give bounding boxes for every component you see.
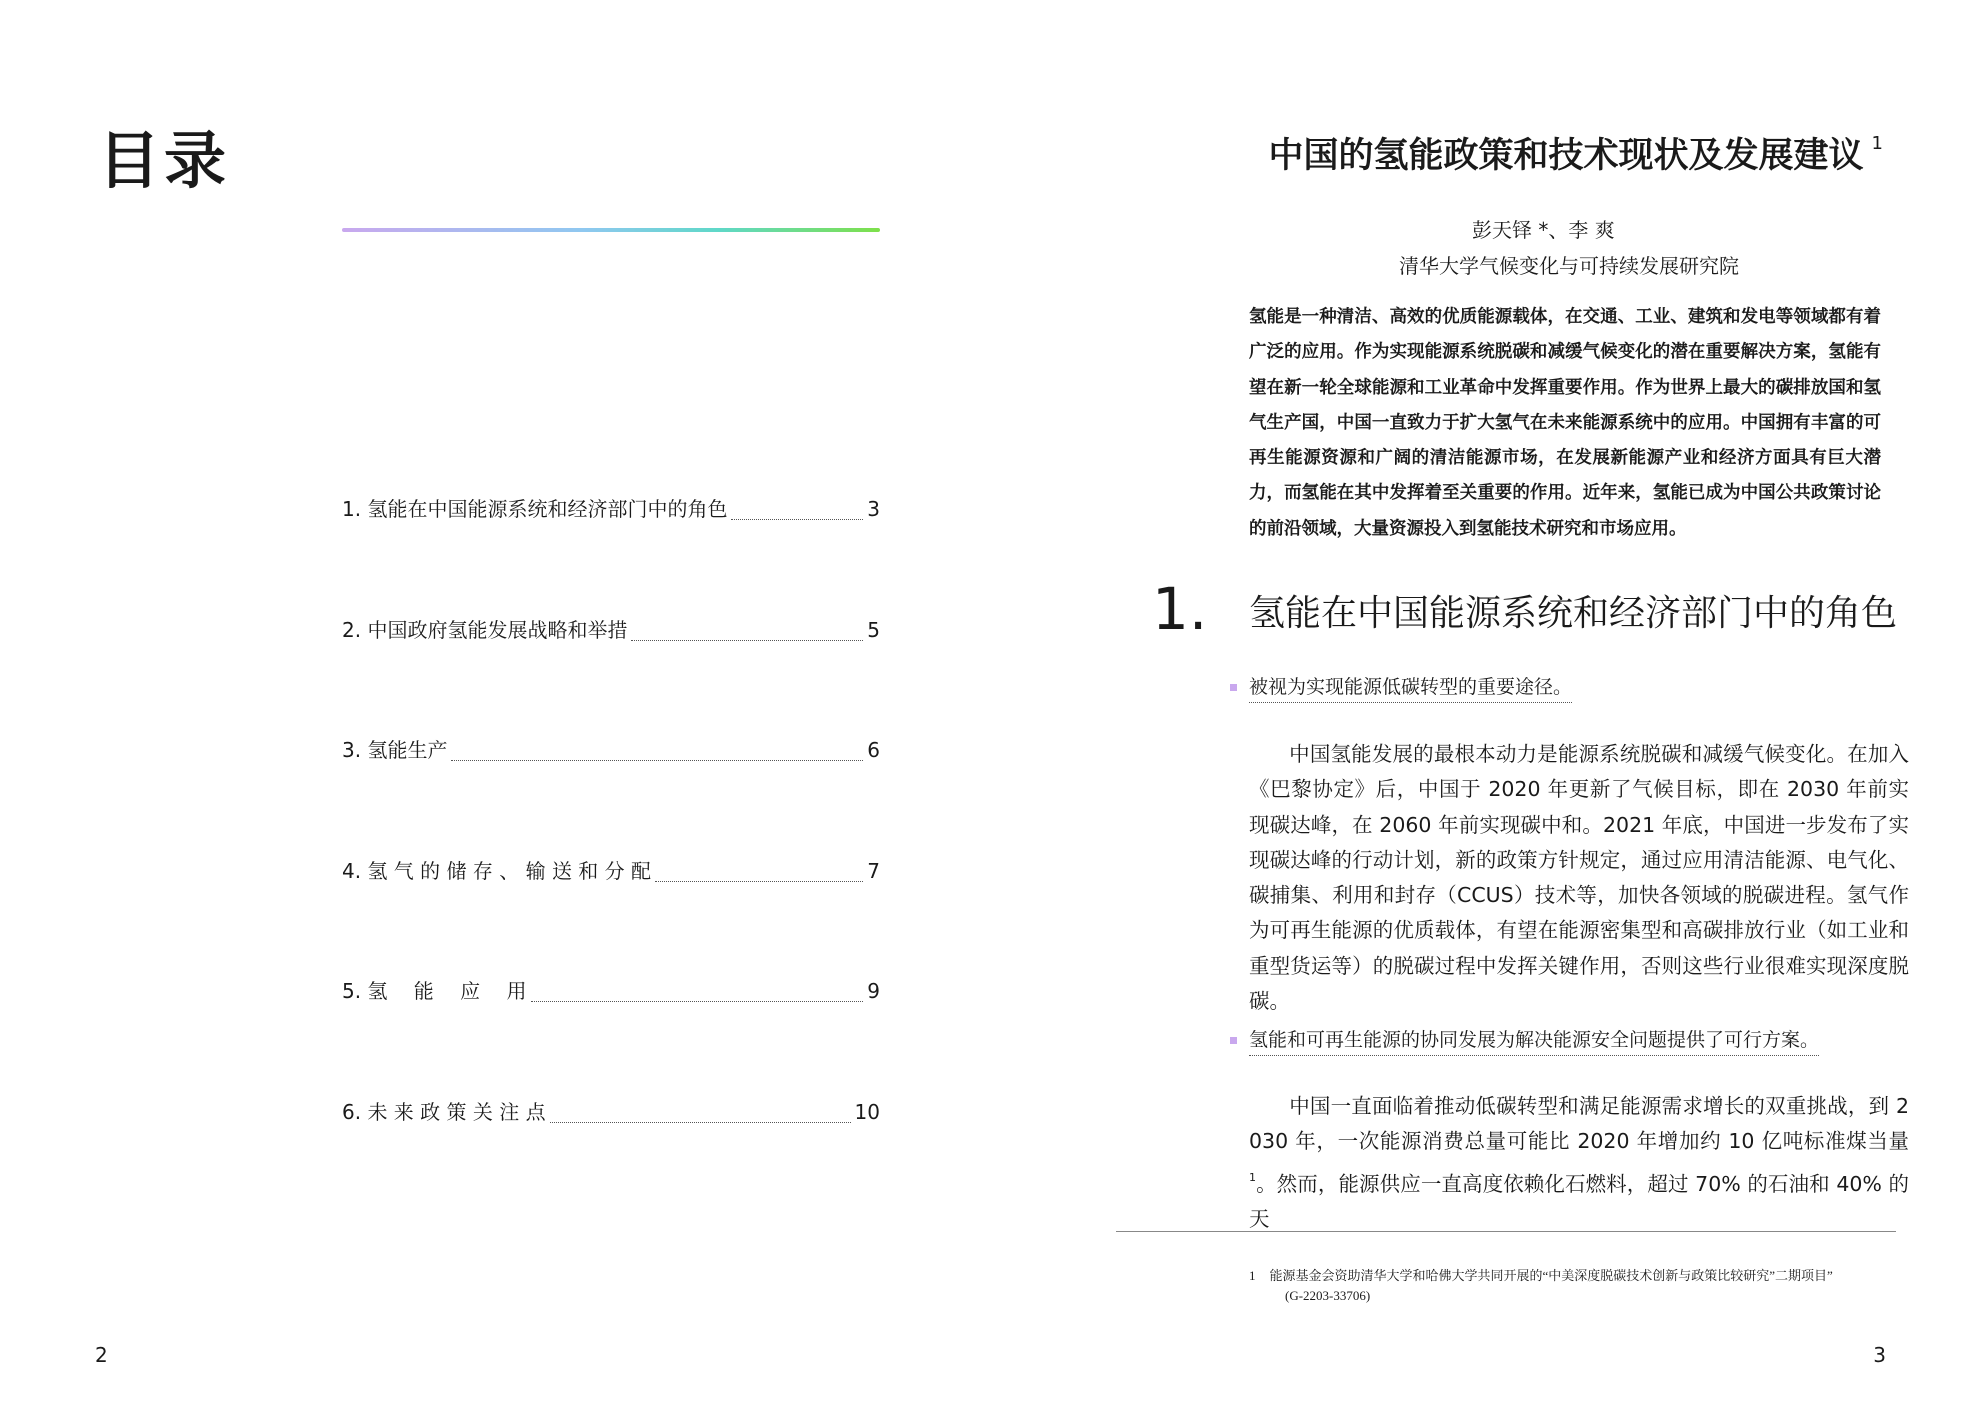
footnote-ref[interactable]: 1: [1249, 1170, 1256, 1184]
toc-leader-dots: [531, 1001, 864, 1002]
toc-entry-page: 3: [867, 497, 880, 521]
toc-entry-label: 6. 未 来 政 策 关 注 点: [342, 1099, 546, 1124]
affiliation: 清华大学气候变化与可持续发展研究院: [1399, 254, 1739, 278]
abstract: 氢能是一种清洁、高效的优质能源载体，在交通、工业、建筑和发电等领域都有着广泛的应用。作为实现能源系统脱碳和减缓气候变化的潜在重要解决方案，氢能有望在新一轮全球能源和工业革命中发挥重要作用。作为世界上最大的碳排放国和氢气生产国，中国一直致力于扩大氢气在未来能源系统中的应用。中国拥有丰富的可再生能源资源和广阔的清洁能源市场，在发展新能源产业和经济方面具有巨大潜力，而氢能在其中发挥着至关重要的作用。近年来，氢能已成为中国公共政策讨论的前沿领域，大量资源投入到氢能技术研究和市场应用。: [1249, 307, 1881, 539]
footnote-divider: [1116, 1231, 1896, 1232]
toc-entry-page: 9: [867, 979, 880, 1004]
body-paragraph: [1249, 737, 1909, 1019]
gradient-divider: [342, 228, 880, 232]
body-paragraph: [1249, 1089, 1909, 1237]
authors: 彭天铎 *、李 爽: [1472, 218, 1615, 242]
page-number: 3: [1873, 1343, 1886, 1367]
footnote: [1249, 1266, 1833, 1306]
toc-entry-page: 6: [867, 738, 880, 763]
toc-entry[interactable]: [342, 493, 880, 614]
footnote-mark: 1: [1249, 1268, 1256, 1283]
page-number: 2: [95, 1343, 108, 1367]
footnote-text-cont: (G-2203-33706): [1285, 1288, 1371, 1303]
toc-leader-dots: [451, 760, 863, 761]
toc-leader-dots: [731, 519, 863, 520]
body-paragraph-text: 中国氢能发展的最根本动力是能源系统脱碳和减缓气候变化。在加入《巴黎协定》后，中国于 2020 年更新了气候目标，即在 2030 年前实现碳达峰，在 2060 年前实现碳中和。2021 年底，中国进一步发布了实现碳达峰的行动计划，新的政策方针规定，通过应用清洁能源、电气化、碳捕集、利用和封存（CCUS）技术等，加快各领域的脱碳进程。氢气作为可再生能源的优质载体，有望在能源密集型和高碳排放行业（如工业和重型货运等）的脱碳过程中发挥关键作用，否则这些行业很难实现深度脱碳。: [1249, 742, 1909, 1014]
toc-entry-label: 4. 氢 气 的 储 存 、 输 送 和 分 配: [342, 858, 652, 883]
footnote-text: 能源基金会资助清华大学和哈佛大学共同开展的“中美深度脱碳技术创新与政策比较研究”二期项目”: [1269, 1268, 1833, 1283]
title-footnote-ref[interactable]: 1: [1871, 133, 1883, 154]
bullet-square-icon: [1230, 1037, 1237, 1044]
toc-entry-page: 10: [854, 1099, 880, 1124]
bullet-square-icon: [1230, 684, 1237, 691]
toc-entry-page: 7: [867, 858, 880, 883]
toc-entry[interactable]: [342, 975, 880, 1096]
toc-entry-label: 2. 中国政府氢能发展战略和举措: [342, 617, 628, 642]
toc-entry[interactable]: [342, 734, 880, 855]
right-page: [992, 0, 1984, 1403]
key-point: [1230, 672, 1572, 699]
toc-entry[interactable]: [342, 614, 880, 735]
article-title: [1269, 128, 1883, 178]
toc-entry-label: 5. 氢 能 应 用: [342, 979, 527, 1004]
key-point: [1230, 1025, 1819, 1052]
toc-leader-dots: [550, 1122, 851, 1123]
key-point-text: 被视为实现能源低碳转型的重要途径。: [1249, 676, 1572, 703]
body-paragraph-text: 中国一直面临着推动低碳转型和满足能源需求增长的双重挑战，到 2030 年，一次能源消费总量可能比 2020 年增加约 10 亿吨标准煤当量: [1249, 1094, 1909, 1154]
key-point-text: 氢能和可再生能源的协同发展为解决能源安全问题提供了可行方案。: [1249, 1029, 1819, 1056]
article-title-text: 中国的氢能政策和技术现状及发展建议: [1268, 136, 1864, 176]
toc-leader-dots: [631, 640, 863, 641]
section-number: 1.: [1152, 575, 1208, 643]
toc-entry[interactable]: [342, 1096, 880, 1217]
toc-heading: 目录: [98, 124, 231, 197]
toc-entry-label: 1. 氢能在中国能源系统和经济部门中的角色: [342, 497, 728, 521]
body-paragraph-text: 。然而，能源供应一直高度依赖化石燃料，超过 70% 的石油和 40% 的天: [1249, 1171, 1909, 1231]
toc-entry-page: 5: [867, 617, 880, 642]
toc-list: [342, 493, 880, 1217]
toc-entry[interactable]: [342, 855, 880, 976]
toc-entry-label: 3. 氢能生产: [342, 738, 448, 763]
toc-leader-dots: [655, 881, 863, 882]
section-title: 氢能在中国能源系统和经济部门中的角色: [1249, 593, 1898, 634]
